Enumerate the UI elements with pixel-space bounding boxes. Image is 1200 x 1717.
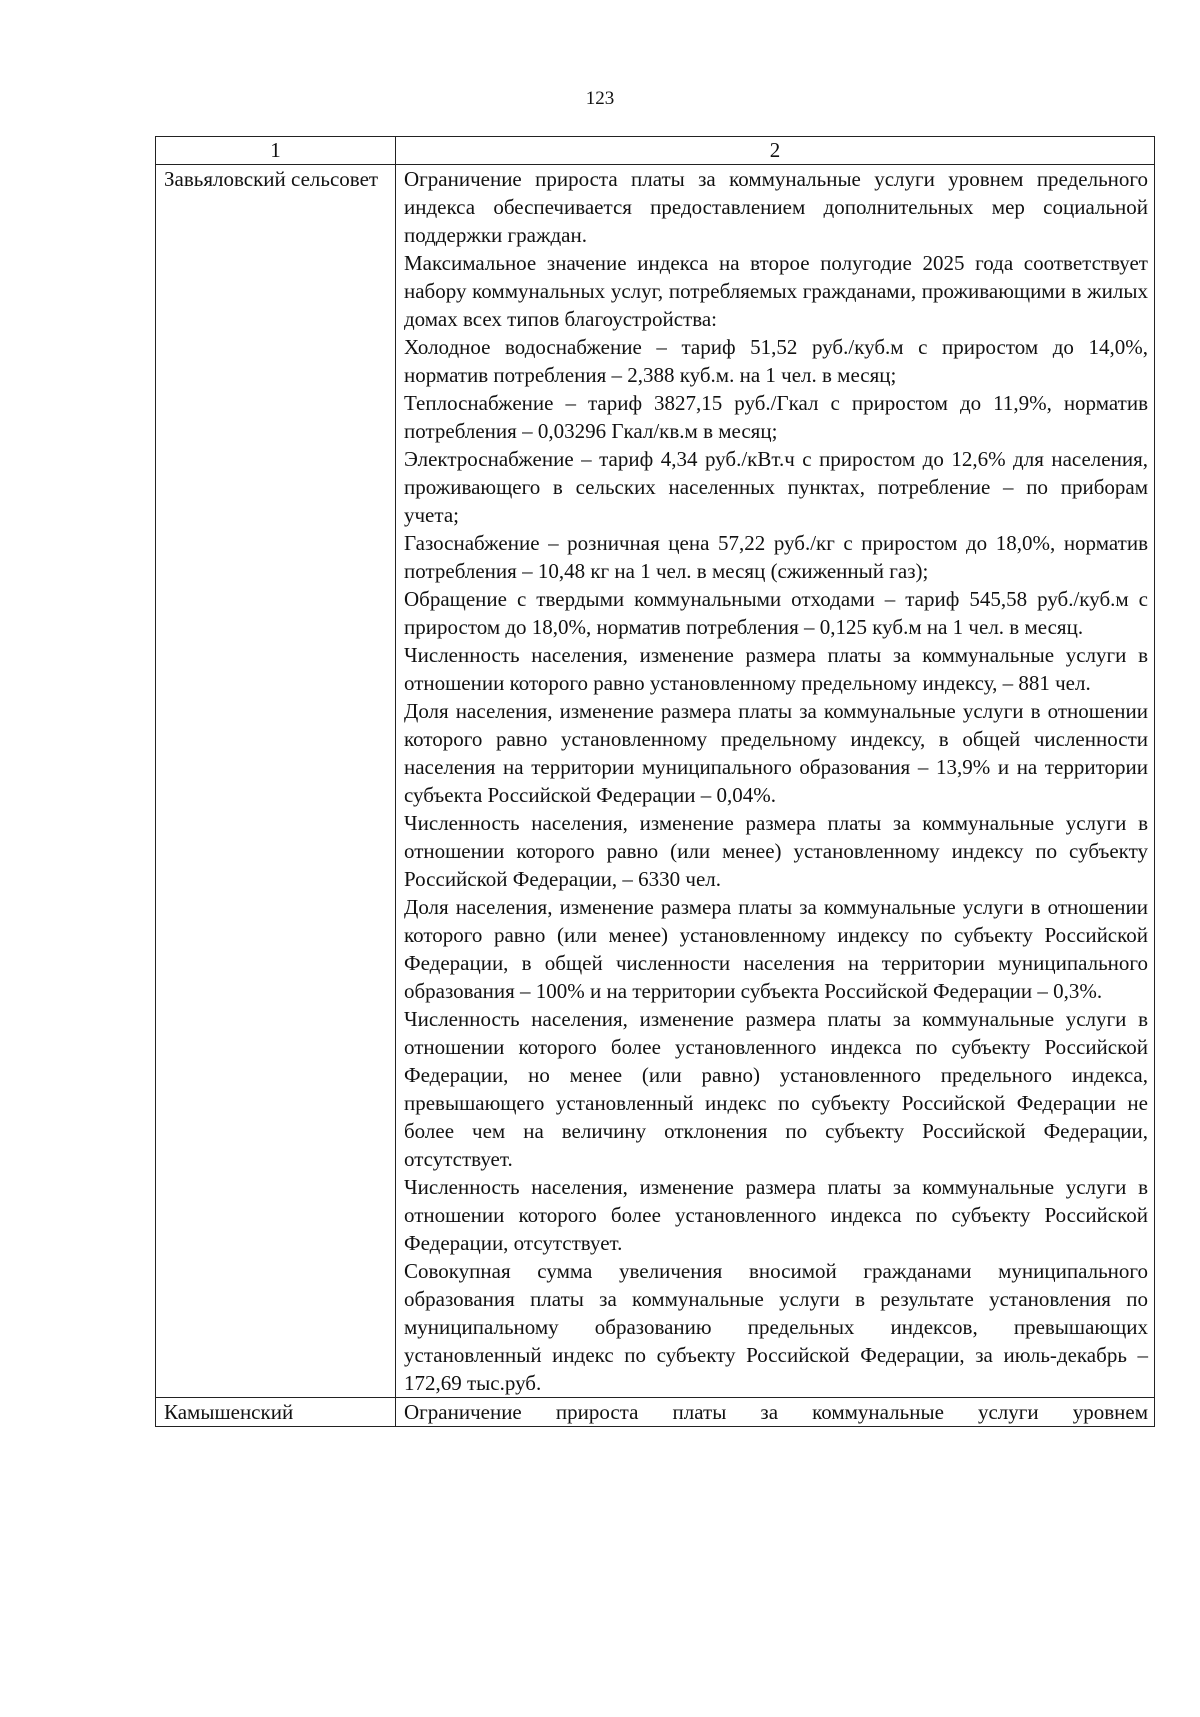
paragraph-heating: Теплоснабжение – тариф 3827,15 руб./Гкал с приростом до 11,9%, норматив потребления – 0,03296 Гкал/кв.м в месяц; xyxy=(404,391,1148,443)
municipality-description xyxy=(396,165,1155,1398)
municipality-name: Завьяловский сельсовет xyxy=(156,165,396,1398)
paragraph-share-below-index: Доля населения, изменение размера платы за коммунальные услуги в отношении которого равно (или менее) установленному индексу по субъекту Российской Федерации, в общей численности населения на территории муниципального образования – 100% и на территории субъекта Российской Федерации – 0,3%. xyxy=(404,895,1148,1003)
table-header-row xyxy=(156,137,1155,165)
paragraph-total-increase: Совокупная сумма увеличения вносимой гражданами муниципального образования платы за коммунальные услуги в результате установления по муниципальному образованию предельных индексов, превышающих установленный индекс по субъекту Российской Федерации, за июль-декабрь – 172,69 тыс.руб. xyxy=(404,1259,1148,1395)
paragraph-gas: Газоснабжение – розничная цена 57,22 руб./кг с приростом до 18,0%, норматив потребления – 10,48 кг на 1 чел. в месяц (сжиженный газ); xyxy=(404,531,1148,583)
paragraph-population-above: Численность населения, изменение размера платы за коммунальные услуги в отношении которого более установленного индекса по субъекту Российской Федерации, отсутствует. xyxy=(404,1175,1148,1255)
paragraph-social-support: Ограничение прироста платы за коммунальные услуги уровнем предельного индекса обеспечивается предоставлением дополнительных мер социальной поддержки граждан. xyxy=(404,167,1148,247)
paragraph-electricity: Электроснабжение – тариф 4,34 руб./кВт.ч с приростом до 12,6% для населения, проживающего в сельских населенных пунктах, потребление – по приборам учета; xyxy=(404,447,1148,527)
paragraph-max-index: Максимальное значение индекса на второе полугодие 2025 года соответствует набору коммунальных услуг, потребляемых гражданами, проживающими в жилых домах всех типов благоустройства: xyxy=(404,251,1148,331)
paragraph-population-below-index: Численность населения, изменение размера платы за коммунальные услуги в отношении которого равно (или менее) установленному индексу по субъекту Российской Федерации, – 6330 чел. xyxy=(404,811,1148,891)
paragraph-population-equal-limit: Численность населения, изменение размера платы за коммунальные услуги в отношении которого равно установленному предельному индексу, – 881 чел. xyxy=(404,643,1148,695)
paragraph-solid-waste: Обращение с твердыми коммунальными отходами – тариф 545,58 руб./куб.м с приростом до 18,0%, норматив потребления – 0,125 куб.м на 1 чел. в месяц. xyxy=(404,587,1148,639)
paragraph-social-support: Ограничение прироста платы за коммунальные услуги уровнем xyxy=(404,1400,1148,1424)
header-column-2: 2 xyxy=(396,137,1155,165)
header-column-1: 1 xyxy=(156,137,396,165)
paragraph-cold-water: Холодное водоснабжение – тариф 51,52 руб./куб.м с приростом до 14,0%, норматив потребления – 2,388 куб.м. на 1 чел. в месяц; xyxy=(404,335,1148,387)
municipality-name: Камышенский xyxy=(156,1398,396,1427)
paragraph-population-between: Численность населения, изменение размера платы за коммунальные услуги в отношении которого более установленного индекса по субъекту Российской Федерации, но менее (или равно) установленного предельного индекса, превышающего установленный индекс по субъекту Российской Федерации не более чем на величину отклонения по субъекту Российской Федерации, отсутствует. xyxy=(404,1007,1148,1171)
table-row xyxy=(156,165,1155,1398)
paragraph-share-equal-limit: Доля населения, изменение размера платы за коммунальные услуги в отношении которого равно установленному предельному индексу, в общей численности населения на территории муниципального образования – 13,9% и на территории субъекта Российской Федерации – 0,04%. xyxy=(404,699,1148,807)
municipal-index-table xyxy=(155,136,1155,1427)
municipality-description xyxy=(396,1398,1155,1427)
page-number: 123 xyxy=(585,88,615,109)
table-row xyxy=(156,1398,1155,1427)
